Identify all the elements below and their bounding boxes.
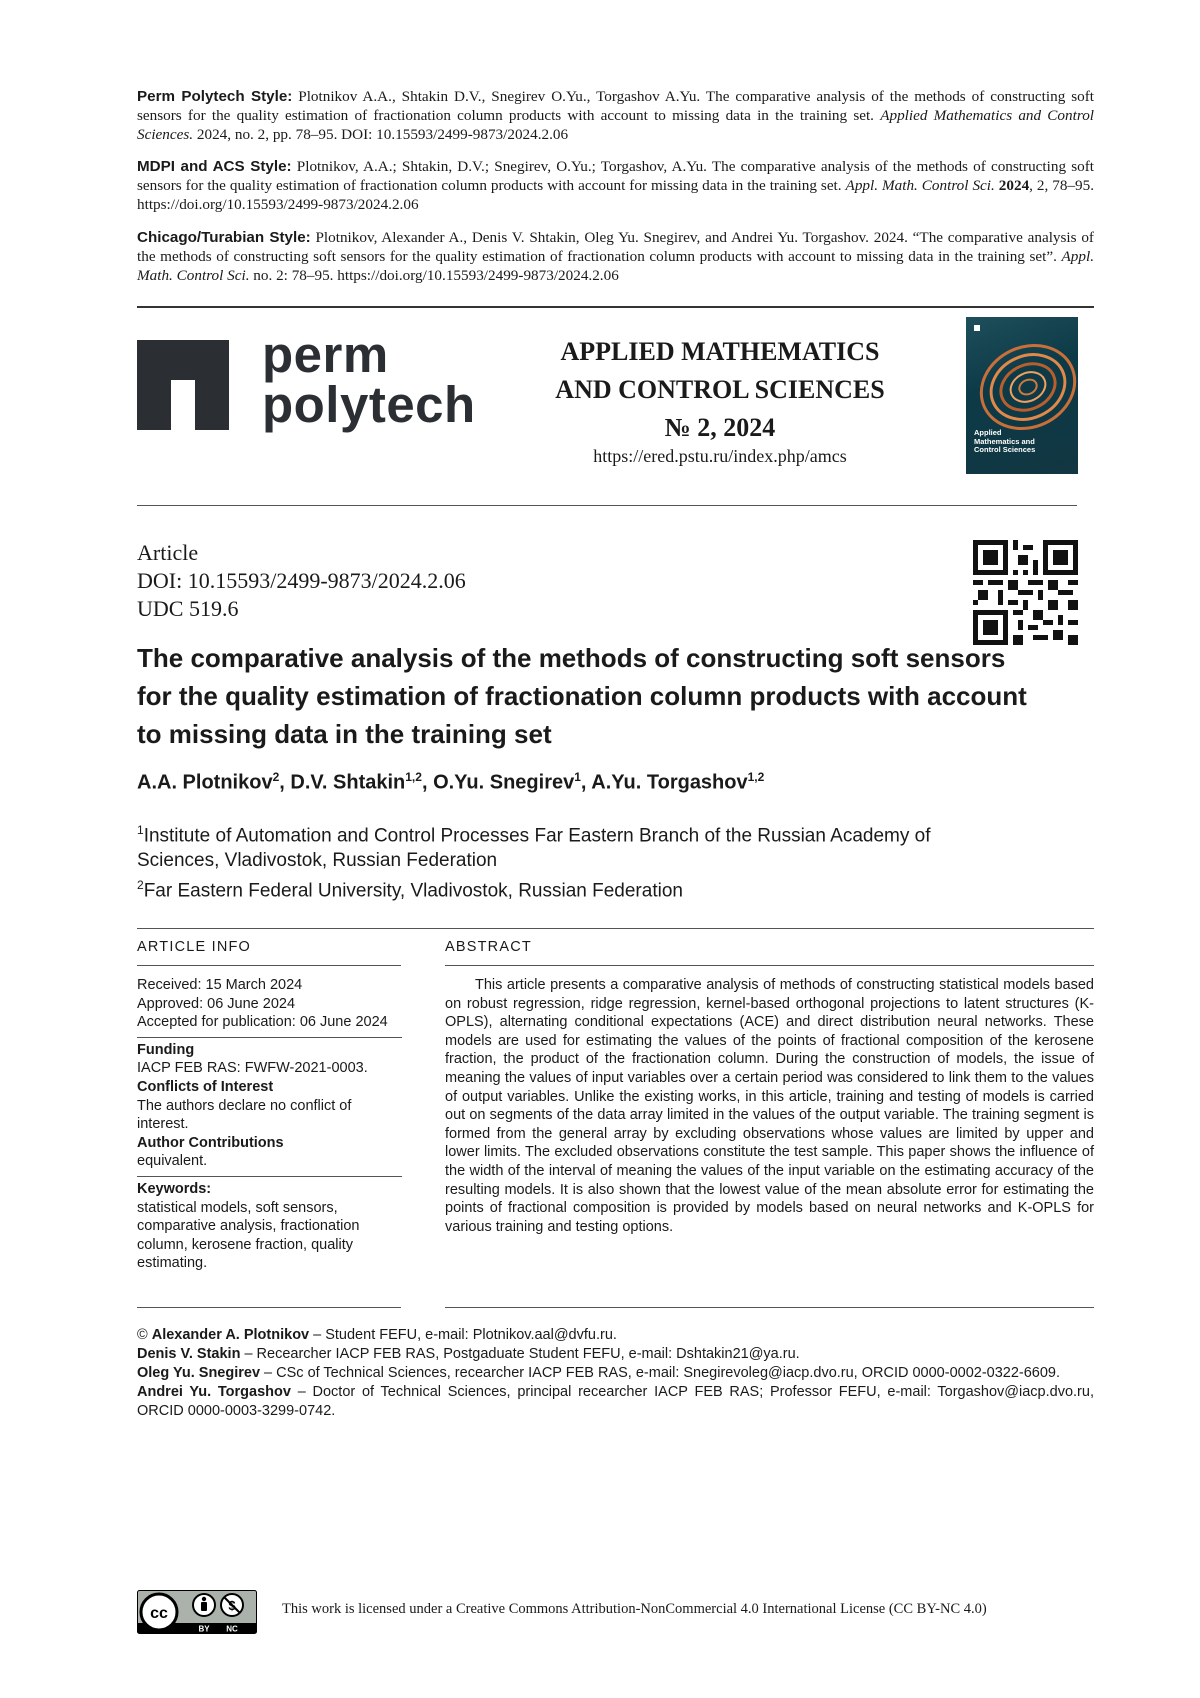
section-rule-top: [137, 928, 1094, 929]
author: D.V. Shtakin: [290, 772, 405, 794]
affiliation: 1Institute of Automation and Control Processes Far Eastern Branch of the Russian Academy of Sciences, Vladivostok, Russian Federation: [137, 818, 997, 873]
journal-title: APPLIED MATHEMATICS AND CONTROL SCIENCES № 2, 2024: [530, 333, 910, 447]
citation-label: MDPI and ACS Style:: [137, 158, 292, 175]
journal-url[interactable]: https://ered.pstu.ru/index.php/amcs: [530, 446, 910, 467]
contributor: © Alexander A. Plotnikov – Student FEFU, e-mail: Plotnikov.aal@dvfu.ru.: [137, 1326, 1094, 1345]
journal-cover: [966, 317, 1078, 474]
svg-text:cc: cc: [150, 1605, 168, 1622]
citation-perm-polytech: Perm Polytech Style: Plotnikov A.A., Shtakin D.V., Snegirev O.Yu., Torgashov A.Yu. The comparative analysis of the methods of constructing soft sensors for the quality estimation of fractionation column products with account to missing data in the training set. Applied Mathematics and Control Sciences. 2024, no. 2, pp. 78–95. DOI: 10.15593/2499-9873/2024.2.06: [137, 87, 1094, 144]
article-title: The comparative analysis of the methods of constructing soft sensors for the quality estimation of fractionation column products with account to missing data in the training set: [137, 639, 1037, 753]
abstract-heading: ABSTRACT: [445, 939, 532, 955]
contributor: Denis V. Stakin – Recearcher IACP FEB RAS, Postgaduate Student FEFU, e-mail: Dshtakin21@ya.ru.: [137, 1345, 1094, 1364]
citation-chicago: Chicago/Turabian Style: Plotnikov, Alexander A., Denis V. Shtakin, Oleg Yu. Snegirev, and Andrei Yu. Torgashov. 2024. “The comparative analysis of the methods of constructing soft sensors for the quality estimation of fractionation column products with account to missing data in the training set”. Appl. Math. Control Sci. no. 2: 78–95. https://doi.org/10.15593/2499-9873/2024.2.06: [137, 228, 1094, 285]
cc-nc-label: NC: [226, 1625, 238, 1634]
article-type: Article: [137, 539, 466, 567]
cc-by-label: BY: [198, 1625, 210, 1634]
approved-date: Approved: 06 June 2024: [137, 995, 402, 1014]
author-list: A.A. Plotnikov2, D.V. Shtakin1,2, O.Yu. Snegirev1, A.Yu. Torgashov1,2: [137, 770, 764, 795]
conflicts-text: The authors declare no conflict of interest.: [137, 1097, 402, 1134]
perm-polytech-logo-icon: [137, 340, 229, 430]
affiliation: 2Far Eastern Federal University, Vladivostok, Russian Federation: [137, 873, 997, 903]
contributions-label: Author Contributions: [137, 1135, 284, 1151]
abstract-rule: [445, 965, 1094, 966]
affiliations: [137, 818, 997, 904]
funding-text: IACP FEB RAS: FWFW-2021-0003.: [137, 1059, 402, 1078]
abstract-text: This article presents a comparative analysis of methods of constructing statistical models based on robust regression, ridge regression, kernel-based orthogonal projections to latent structures (K-OPLS), alternating conditional expectations (ACE) and direct distribution neural networks. These models are used for estimating the values of the points of fractional composition of the kerosene fraction, the product of the fractionation column. During the construction of models, the issue of meaning the values of input variables over a certain period was considered to link them to the values of output variables. Unlike the existing works, in this article, training and testing of models is carried out on segments of the data array limited in the values of the output variable. The training segment is formed from the general array by excluding observations whose values are limited by upper and lower limits. The excluded observations constitute the test sample. This paper shows the influence of the width of the interval of meaning the values of the input variable on the estimating accuracy of the resulting models. It is also shown that the lowest value of the mean absolute error for estimating the points of fractional composition is provided by models based on neural networks and K-OPLS for various training and testing options.: [445, 976, 1094, 1236]
cc-by-nc-badge-icon[interactable]: [137, 1590, 257, 1634]
received-date: Received: 15 March 2024: [137, 976, 402, 995]
contributor: Andrei Yu. Torgashov – Doctor of Technical Sciences, principal recearcher IACP FEB RAS; Professor FEFU, e-mail: Torgashov@iacp.dvo.ru, ORCID 0000-0003-3299-0742.: [137, 1383, 1094, 1421]
citation-label: Chicago/Turabian Style:: [137, 229, 311, 246]
contributor: Oleg Yu. Snegirev – CSc of Technical Sciences, recearcher IACP FEB RAS, e-mail: Snegirevoleg@iacp.dvo.ru, ORCID 0000-0002-0322-6609.: [137, 1364, 1094, 1383]
accepted-date: Accepted for publication: 06 June 2024: [137, 1013, 402, 1032]
journal-issue: № 2, 2024: [530, 409, 910, 447]
header-rule: [137, 306, 1094, 308]
cover-title: Applied Mathematics and Control Sciences: [974, 429, 1044, 455]
article-doi: DOI: 10.15593/2499-9873/2024.2.06: [137, 567, 466, 595]
journal-rule: [137, 505, 1077, 506]
info-rule-bottom: [137, 1307, 401, 1308]
conflicts-label: Conflicts of Interest: [137, 1079, 273, 1095]
author: A.A. Plotnikov: [137, 772, 273, 794]
info-divider: [137, 1176, 402, 1177]
keywords-label: Keywords:: [137, 1181, 211, 1197]
citation-mdpi-acs: MDPI and ACS Style: Plotnikov, A.A.; Shtakin, D.V.; Snegirev, O.Yu.; Torgashov, A.Yu. The comparative analysis of the methods of constructing soft sensors for the quality estimation of fractionation column products with account for missing data in the training set. Appl. Math. Control Sci. 2024, 2, 78–95. https://doi.org/10.15593/2499-9873/2024.2.06: [137, 157, 1094, 214]
author: A.Yu. Torgashov: [591, 772, 747, 794]
keywords-text: statistical models, soft sensors, comparative analysis, fractionation column, kerosene fraction, quality estimating.: [137, 1199, 402, 1273]
contributors: [137, 1326, 1094, 1421]
article-info: [137, 976, 402, 1273]
article-udc: UDC 519.6: [137, 595, 466, 623]
article-meta: [137, 539, 466, 623]
citation-label: Perm Polytech Style:: [137, 88, 292, 105]
author: O.Yu. Snegirev: [433, 772, 574, 794]
qr-code-icon[interactable]: [973, 540, 1078, 645]
contributions-text: equivalent.: [137, 1152, 402, 1171]
article-info-heading: ARTICLE INFO: [137, 939, 251, 955]
license-text: This work is licensed under a Creative Commons Attribution-NonCommercial 4.0 International License (CC BY-NC 4.0): [282, 1601, 987, 1618]
info-divider: [137, 1037, 402, 1038]
info-rule: [137, 965, 401, 966]
abstract-rule-bottom: [445, 1307, 1094, 1308]
publisher-logo-text: perm polytech: [262, 330, 476, 430]
funding-label: Funding: [137, 1042, 194, 1058]
